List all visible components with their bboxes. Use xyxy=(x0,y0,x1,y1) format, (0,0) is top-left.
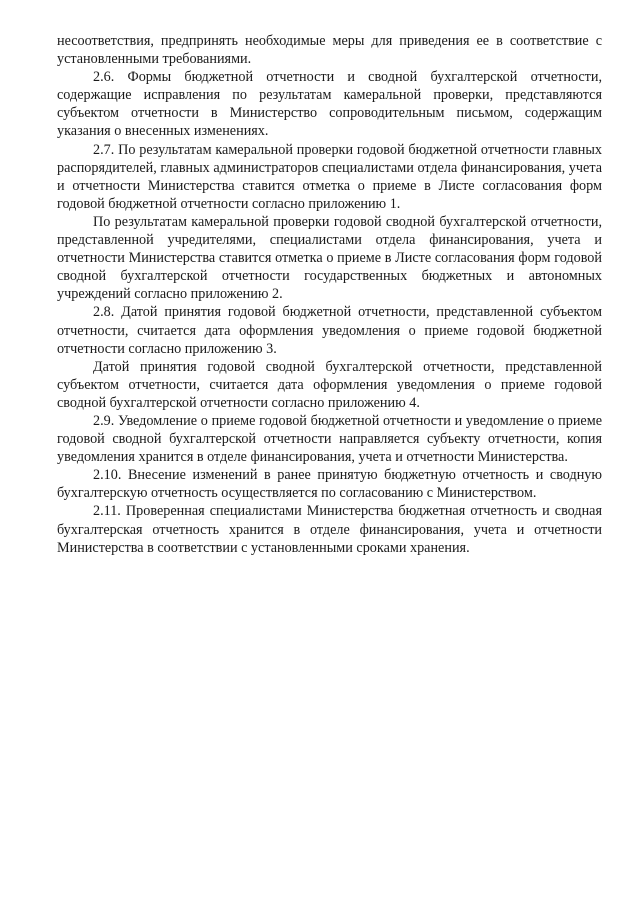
paragraph-2-7-continued: По результатам камеральной проверки годовой сводной бухгалтерской отчетности, представленной учредителями, специалистами отдела финансирования, учета и отчетности Министерства ставится отметка о приеме в Листе согласования форм годовой сводной бухгалтерской отчетности государственных бюджетных и автономных учреждений согласно приложению 2. xyxy=(57,213,602,303)
paragraph-2-8-continued: Датой принятия годовой сводной бухгалтерской отчетности, представленной субъектом отчетности, считается дата оформления уведомления о приеме годовой сводной бухгалтерской отчетности согласно приложению 4. xyxy=(57,358,602,411)
paragraph-continuation: несоответствия, предпринять необходимые меры для приведения ее в соответствие с установленными требованиями. xyxy=(57,33,602,68)
paragraph-2-10: 2.10. Внесение изменений в ранее принятую бюджетную отчетность и сводную бухгалтерскую отчетность осуществляется по согласованию с Министерством. xyxy=(57,467,602,502)
paragraph-2-11: 2.11. Проверенная специалистами Министерства бюджетная отчетность и сводная бухгалтерская отчетность хранится в отделе финансирования, учета и отчетности Министерства в соответствии с установленными сроками хранения. xyxy=(57,503,602,556)
paragraph-2-8: 2.8. Датой принятия годовой бюджетной отчетности, представленной субъектом отчетности, считается дата оформления уведомления о приеме годовой бюджетной отчетности согласно приложению 3. xyxy=(57,304,602,357)
paragraph-2-6: 2.6. Формы бюджетной отчетности и сводной бухгалтерской отчетности, содержащие исправления по результатам камеральной проверки, представляются субъектом отчетности в Министерство сопроводительным письмом, содержащим указания о внесенных изменениях. xyxy=(57,69,602,140)
paragraph-2-9: 2.9. Уведомление о приеме годовой бюджетной отчетности и уведомление о приеме годовой сводной бухгалтерской отчетности направляется субъекту отчетности, копия уведомления хранится в отделе финансирования, учета и отчетности Министерства. xyxy=(57,412,602,466)
document-body xyxy=(57,32,602,557)
paragraph-2-7: 2.7. По результатам камеральной проверки годовой бюджетной отчетности главных распорядителей, главных администраторов специалистами отдела финансирования, учета и отчетности Министерства ставится отметка о приеме в Листе согласования форм годовой бюджетной отчетности согласно приложению 1. xyxy=(57,141,602,212)
